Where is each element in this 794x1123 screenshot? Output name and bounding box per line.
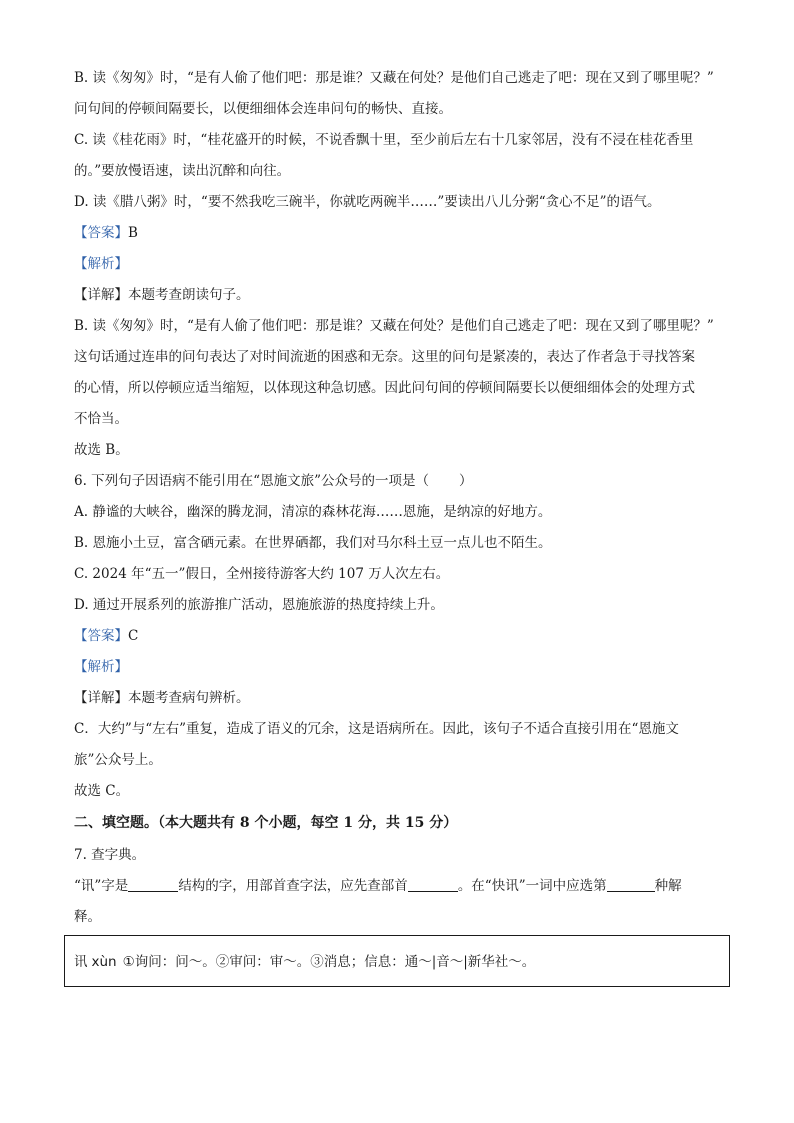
dictionary-entry-box	[64, 935, 730, 987]
dictionary-entry	[74, 952, 535, 972]
q7-fill-line2: 释。	[74, 909, 101, 925]
detail-intro: 本题考查朗读句子。	[128, 287, 250, 303]
q5-option-b-line1: B. 读《匆匆》时，“是有人偷了他们吧：那是谁？又藏在何处？是他们自己逃走了吧：现在又到了哪里呢？”	[74, 70, 714, 86]
q6-detail-line1: C．大约”与“左右”重复，造成了语义的冗余，这是语病所在。因此，该句子不适合直接引用在“恩施文	[74, 721, 679, 737]
structure-blank	[128, 877, 178, 892]
q5-detail	[74, 285, 250, 305]
definition-number-blank	[607, 877, 655, 892]
section-title: 二、填空题。（本大题共有 8 个小题，每空 1 分，共 15 分）	[74, 815, 458, 831]
q7-text-part1: “讯”字是	[74, 878, 129, 894]
q6-option-c: C. 2024 年“五一”假日，全州接待游客大约 107 万人次左右。	[74, 566, 450, 582]
dict-pinyin: xùn	[91, 954, 117, 970]
answer-tag: 【答案】	[74, 628, 128, 644]
q7-text-part4: 种解	[654, 878, 682, 894]
detail-tag: 【详解】	[74, 287, 128, 303]
q5-detail-line1: B. 读《匆匆》时，“是有人偷了他们吧：那是谁？又藏在何处？是他们自己逃走了吧：现在又到了哪里呢？”	[74, 318, 714, 334]
q7-fill-line1	[74, 876, 682, 896]
q5-answer	[74, 223, 138, 243]
radical-blank	[408, 877, 458, 892]
q5-option-d: D. 读《腊八粥》时，“要不然我吃三碗半，你就吃两碗半……”要读出八儿分粥“贪心不足”的语气。	[74, 194, 661, 210]
answer-value: C	[128, 628, 139, 644]
q5-option-b-line2: 问句间的停顿间隔要长，以便细细体会连串问句的畅快、直接。	[74, 101, 452, 117]
q7-text-part3: 。在“快讯”一词中应选第	[457, 878, 607, 894]
q6-detail-line2: 旅”公众号上。	[74, 752, 162, 768]
q7-stem: 7. 查字典。	[74, 847, 146, 863]
q6-detail	[74, 688, 250, 708]
q5-analysis-tag: 【解析】	[74, 256, 128, 272]
q6-stem-text: 6. 下列句子因语病不能引用在“恩施文旅”公众号的一项是（	[74, 473, 429, 489]
q6-stem-close: ）	[458, 473, 473, 489]
q5-detail-line3: 的心情，所以停顿应适当缩短，以体现这种急切感。因此问句间的停顿间隔要长以便细细体会的处理方式	[74, 380, 695, 396]
q6-conclusion: 故选 C。	[74, 783, 130, 799]
q6-answer	[74, 626, 138, 646]
detail-tag: 【详解】	[74, 690, 128, 706]
q6-analysis-tag: 【解析】	[74, 659, 128, 675]
answer-value: B	[128, 225, 138, 241]
dict-char: 讯	[74, 954, 88, 970]
dict-definitions: ①询问：问～。②审问：审～。③消息；信息：通～|音～|新华社～。	[122, 954, 536, 970]
q5-detail-line2: 这句话通过连串的问句表达了对时间流逝的困惑和无奈。这里的问句是紧凑的，表达了作者急于寻找答案	[74, 349, 695, 365]
detail-intro: 本题考查病句辨析。	[128, 690, 250, 706]
q6-option-d: D. 通过开展系列的旅游推广活动，恩施旅游的热度持续上升。	[74, 597, 444, 613]
q6-stem	[74, 471, 472, 491]
q7-text-part2: 结构的字，用部首查字法，应先查部首	[178, 878, 408, 894]
q6-option-b: B. 恩施小土豆，富含硒元素。在世界硒都，我们对马尔科土豆一点儿也不陌生。	[74, 535, 552, 551]
q5-option-c-line2: 的。”要放慢语速，读出沉醉和向往。	[74, 163, 291, 179]
q5-conclusion: 故选 B。	[74, 442, 129, 458]
q5-option-c-line1: C. 读《桂花雨》时，“桂花盛开的时候，不说香飘十里，至少前后左右十几家邻居，没有不浸在桂花香里	[74, 132, 694, 148]
q5-detail-line4: 不恰当。	[74, 411, 128, 427]
answer-tag: 【答案】	[74, 225, 128, 241]
q6-option-a: A. 静谧的大峡谷，幽深的腾龙洞，清凉的森林花海……恩施，是纳凉的好地方。	[74, 504, 552, 520]
